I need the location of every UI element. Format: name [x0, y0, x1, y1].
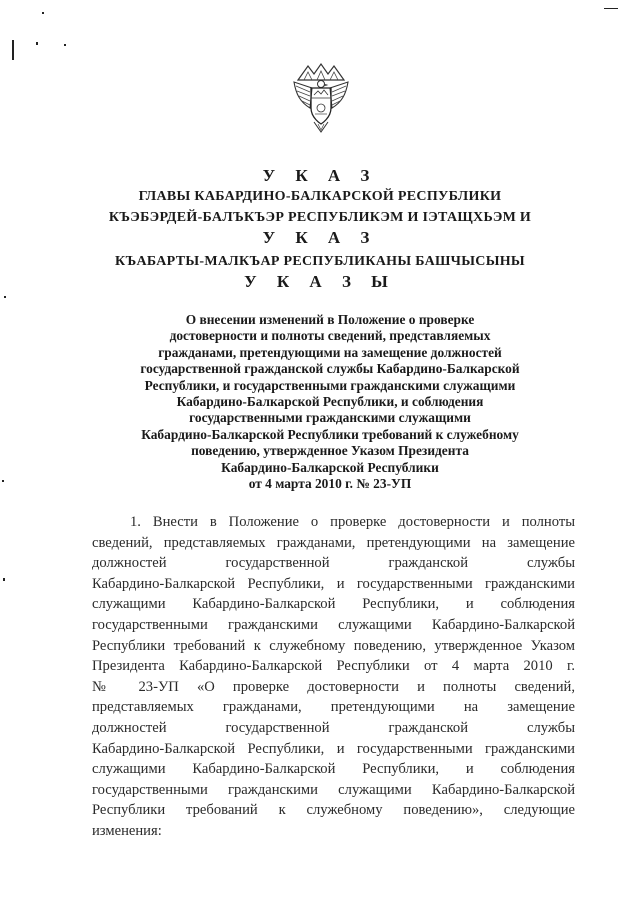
title-line: Кабардино-Балкарской Республики требований к служебному — [141, 426, 519, 442]
scan-mark-left-bar — [12, 40, 14, 60]
title-line: от 4 марта 2010 г. № 23-УП — [248, 476, 412, 492]
heading-ukaz-ru: У К А З — [262, 166, 378, 185]
body-line: Президента Кабардино-Балкарской Республики от 4 марта 2010 г. — [92, 658, 575, 675]
title-line: государственной гражданской службы Кабардино-Балкарской — [140, 361, 520, 377]
body-line: государственными гражданскими служащими Кабардино-Балкарской — [92, 781, 575, 798]
body-line: Республики требований к служебному поведению, утвержденное Указом — [92, 637, 575, 654]
heading-ukazy-balkar: У К А З Ы — [244, 272, 396, 291]
body-line: служащими Кабардино-Балкарской Республики, и соблюдения — [92, 761, 575, 778]
body-line: служащими Кабардино-Балкарской Республики, и соблюдения — [92, 596, 575, 613]
title-line: гражданами, претендующими на замещение должностей — [158, 344, 502, 360]
title-line: поведению, утвержденное Указом Президента — [191, 443, 469, 459]
title-line: Кабардино-Балкарской Республики, и соблюдения — [176, 394, 484, 410]
body-paragraph — [92, 512, 575, 842]
body-line: должностей государственной гражданской службы — [92, 555, 575, 572]
body-line: государственными гражданскими служащими Кабардино-Балкарской — [92, 616, 575, 633]
scan-mark-dot-3 — [64, 44, 66, 46]
title-line: государственными гражданскими служащими — [189, 410, 471, 426]
scan-mark-dot-1 — [42, 12, 44, 14]
body-line: изменения: — [92, 822, 162, 839]
body-line: 1. Внести в Положение о проверке достоверности и полноты — [130, 514, 575, 530]
scan-mark-dot-4 — [4, 296, 6, 298]
scan-mark-dot-2 — [36, 42, 38, 45]
title-line: Республики, и государственными гражданскими служащими — [144, 377, 516, 393]
body-line: Республики требований к служебному поведению», следующие — [92, 802, 575, 819]
heading-kabardian: КЪЭБЭРДЕЙ-БАЛЪКЪЭР РЕСПУБЛИКЭМ И ІЭТАЩХЬЭМ И — [108, 210, 532, 225]
body-line: сведений, представляемых гражданами, претендующими на замещение — [92, 534, 575, 551]
scan-mark-dot-5 — [2, 480, 4, 482]
heading-glavy-kbr: ГЛАВЫ КАБАРДИНО-БАЛКАРСКОЙ РЕСПУБЛИКИ — [138, 189, 502, 204]
body-line: представляемых гражданами, претендующими на замещение — [92, 699, 575, 716]
body-line: Кабардино-Балкарской Республики, и государственными гражданскими — [92, 575, 575, 592]
body-line: № 23-УП «О проверке достоверности и полноты сведений, — [92, 678, 575, 695]
heading-ukaz-kabardian: У К А З — [262, 228, 378, 247]
scan-mark-top-right — [604, 8, 618, 9]
title-line: достоверности и полноты сведений, представляемых — [169, 328, 491, 344]
title-line: О внесении изменений в Положение о проверке — [185, 312, 475, 327]
document-title — [100, 312, 560, 492]
body-line: Кабардино-Балкарской Республики, и государственными гражданскими — [92, 740, 575, 757]
scan-mark-dot-6 — [3, 578, 5, 581]
kbr-coat-of-arms-icon — [290, 62, 352, 134]
body-line: должностей государственной гражданской службы — [92, 719, 575, 736]
title-line: Кабардино-Балкарской Республики — [221, 459, 439, 475]
heading-balkar: КЪАБАРТЫ-МАЛКЪАР РЕСПУБЛИКАНЫ БАШЧЫСЫНЫ — [115, 254, 525, 269]
